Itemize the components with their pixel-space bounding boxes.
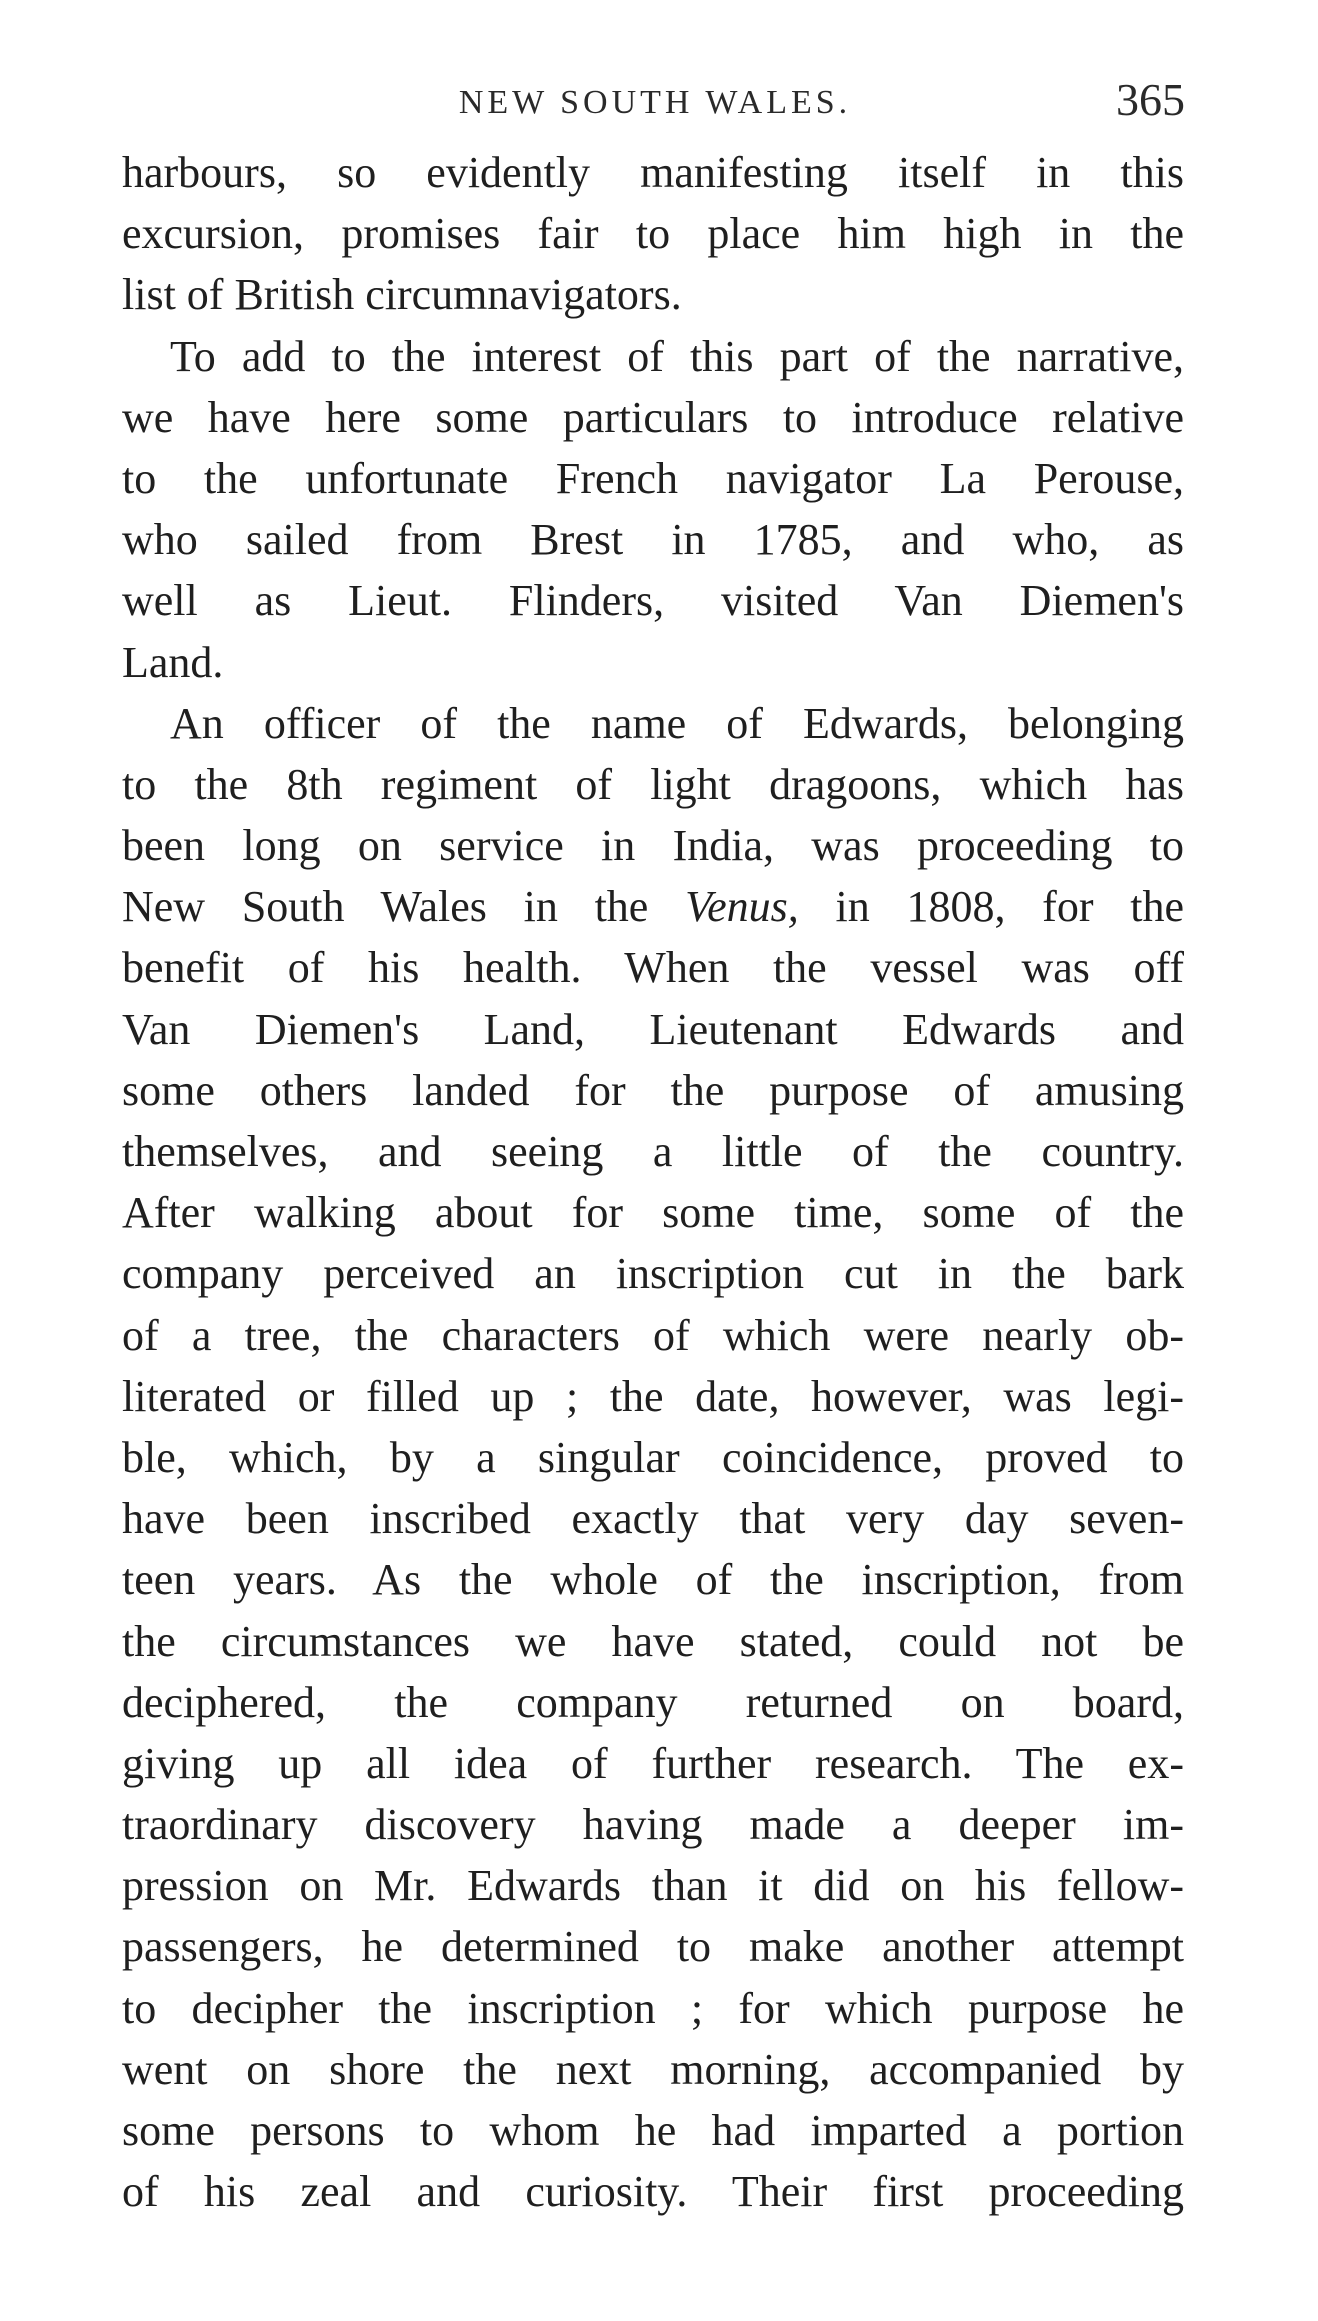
- text-line: some others landed for the purpose of amusing: [122, 1065, 1184, 1115]
- text-line: list of British circumnavigators.: [122, 270, 682, 320]
- text-line: to the 8th regiment of light dragoons, which has: [122, 759, 1184, 809]
- text-line: pression on Mr. Edwards than it did on his fellow-: [122, 1861, 1184, 1911]
- text-line: After walking about for some time, some of the: [122, 1188, 1184, 1238]
- text-line: the circumstances we have stated, could not be: [122, 1616, 1184, 1666]
- text-line: excursion, promises fair to place him high in the: [122, 209, 1184, 259]
- text-line: well as Lieut. Flinders, visited Van Diemen's: [122, 576, 1184, 626]
- text-line: to decipher the inscription ; for which purpose he: [122, 1983, 1184, 2033]
- text-line: Land.: [122, 637, 224, 687]
- text-line-venus: [122, 876, 1184, 937]
- page-number: 365: [1116, 74, 1185, 125]
- text-line: we have here some particulars to introduce relative: [122, 392, 1184, 442]
- venus-line-after: in 1808, for the: [798, 882, 1184, 932]
- text-line: giving up all idea of further research. The ex-: [122, 1738, 1184, 1788]
- text-line: of his zeal and curiosity. Their first proceeding: [122, 2167, 1184, 2217]
- text-line: literated or filled up ; the date, however, was legi-: [122, 1371, 1184, 1421]
- text-line: ble, which, by a singular coincidence, proved to: [122, 1432, 1184, 1482]
- text-line: to the unfortunate French navigator La Perouse,: [122, 453, 1184, 503]
- paragraph-start-line: An officer of the name of Edwards, belonging: [170, 698, 1184, 748]
- text-line: themselves, and seeing a little of the country.: [122, 1127, 1184, 1176]
- text-line: who sailed from Brest in 1785, and who, as: [122, 515, 1184, 565]
- text-line: deciphered, the company returned on board,: [122, 1677, 1184, 1727]
- paragraph-start-line: To add to the interest of this part of the narrative,: [170, 331, 1184, 381]
- text-line: benefit of his health. When the vessel was off: [122, 943, 1184, 993]
- text-line: have been inscribed exactly that very day seven-: [122, 1494, 1184, 1544]
- running-head: [125, 74, 1185, 128]
- text-line: teen years. As the whole of the inscription, from: [122, 1555, 1184, 1605]
- text-line: of a tree, the characters of which were nearly ob-: [122, 1310, 1184, 1360]
- text-line: company perceived an inscription cut in the bark: [122, 1249, 1184, 1299]
- text-line: harbours, so evidently manifesting itself in this: [122, 148, 1184, 197]
- text-line: Van Diemen's Land, Lieutenant Edwards and: [122, 1004, 1184, 1054]
- body-text: [122, 142, 1184, 2222]
- ship-name-venus: Venus,: [685, 882, 799, 932]
- text-line: traordinary discovery having made a deeper im-: [122, 1800, 1184, 1850]
- text-line: went on shore the next morning, accompanied by: [122, 2044, 1184, 2094]
- venus-line-before: New South Wales in the: [122, 882, 686, 932]
- text-line: been long on service in India, was proceeding to: [122, 821, 1184, 871]
- running-title: NEW SOUTH WALES.: [458, 84, 852, 121]
- text-line: passengers, he determined to make another attempt: [122, 1922, 1184, 1972]
- text-line: some persons to whom he had imparted a portion: [122, 2106, 1184, 2155]
